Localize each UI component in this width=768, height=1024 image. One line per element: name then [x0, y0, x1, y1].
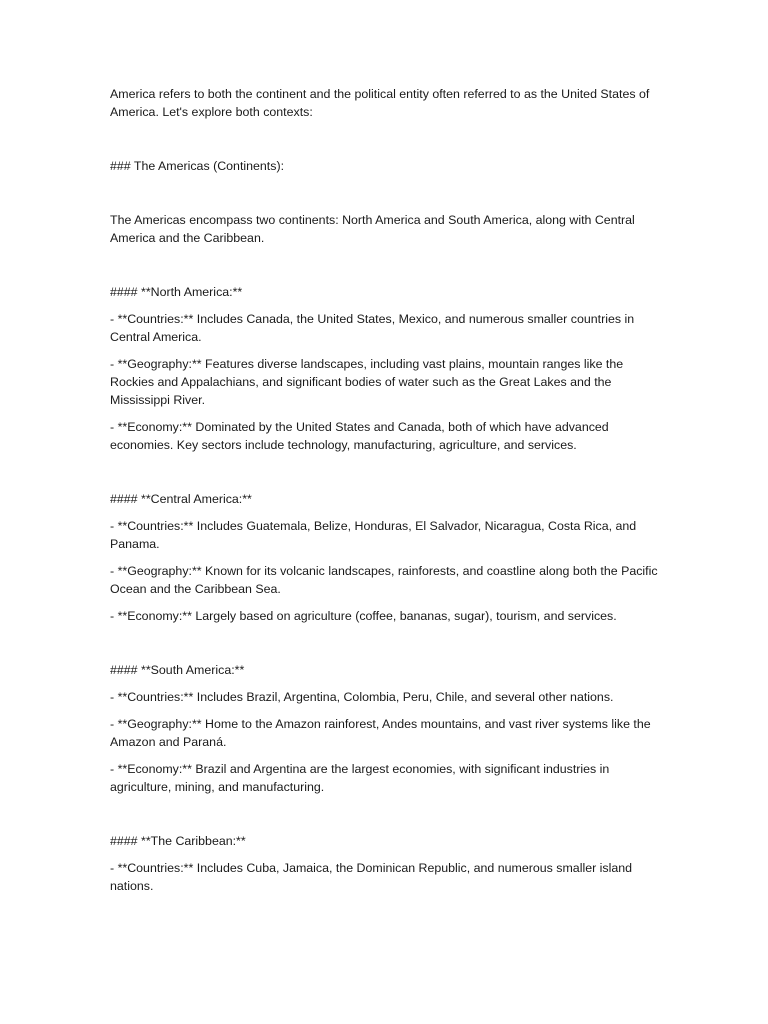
americas-body-paragraph: The Americas encompass two continents: North America and South America, along with Central America and the Caribbean. [110, 213, 635, 245]
section-heading-south-america: #### **South America:** [110, 663, 245, 677]
section-heading-caribbean: #### **The Caribbean:** [110, 834, 246, 848]
list-item: - **Geography:** Home to the Amazon rainforest, Andes mountains, and vast river systems like the Amazon and Paraná. [110, 717, 651, 749]
list-item: - **Countries:** Includes Canada, the United States, Mexico, and numerous smaller countries in Central America. [110, 312, 635, 344]
list-item: - **Geography:** Known for its volcanic landscapes, rainforests, and coastline along both the Pacific Ocean and the Caribbean Sea. [110, 564, 658, 596]
intro-paragraph: America refers to both the continent and the political entity often referred to as the United States of America. Let's explore both contexts: [110, 87, 650, 119]
list-item: - **Economy:** Brazil and Argentina are the largest economies, with significant industries in agriculture, mining, and manufacturing. [110, 762, 610, 794]
list-item: - **Economy:** Dominated by the United States and Canada, both of which have advanced economies. Key sectors include technology, manufacturing, agriculture, and services. [110, 420, 609, 452]
section-heading-north-america: #### **North America:** [110, 285, 243, 299]
list-item: - **Countries:** Includes Guatemala, Belize, Honduras, El Salvador, Nicaragua, Costa Rica, and Panama. [110, 519, 637, 551]
list-item: - **Geography:** Features diverse landscapes, including vast plains, mountain ranges like the Rockies and Appalachians, and significant bodies of water such as the Great Lakes and the Mississippi River. [110, 357, 624, 407]
list-item: - **Countries:** Includes Cuba, Jamaica, the Dominican Republic, and numerous smaller island nations. [110, 861, 633, 893]
list-item: - **Countries:** Includes Brazil, Argentina, Colombia, Peru, Chile, and several other nations. [110, 690, 614, 704]
section-heading-central-america: #### **Central America:** [110, 492, 252, 506]
document-page [110, 85, 662, 895]
americas-heading: ### The Americas (Continents): [110, 159, 285, 173]
list-item: - **Economy:** Largely based on agriculture (coffee, bananas, sugar), tourism, and services. [110, 609, 617, 623]
